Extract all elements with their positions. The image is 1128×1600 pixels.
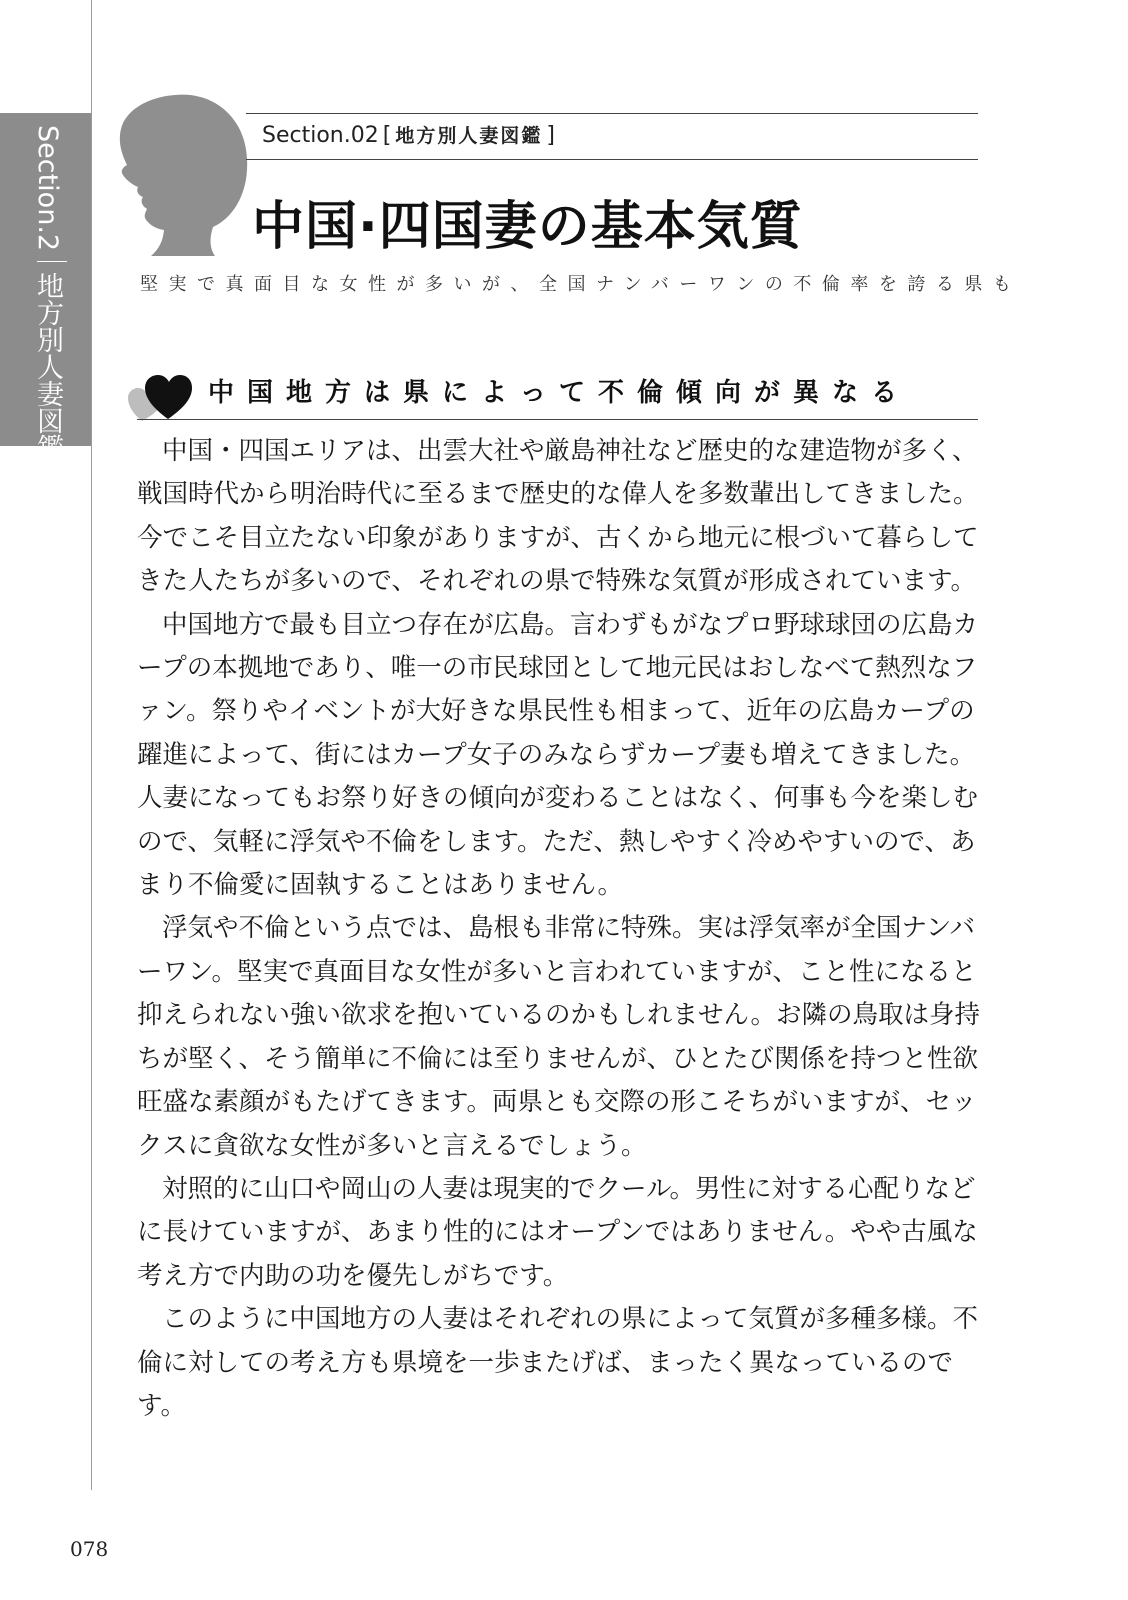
article-subheading: 中国地方は県によって不倫傾向が異なる bbox=[208, 378, 911, 408]
side-tab-category: 地方別人妻図鑑 bbox=[32, 272, 63, 462]
side-tab-text bbox=[22, 125, 72, 461]
side-tab-divider bbox=[37, 261, 67, 262]
paragraph: 対照的に山口や岡山の人妻は現実的でクール。男性に対する心配りなどに長けていますが、あまり性的にはオープンではありません。やや古風な考え方で内助の功を優先しがちです。 bbox=[137, 1173, 978, 1291]
page-tagline: 堅実で真面目な女性が多いが、全国ナンバーワンの不倫率を誇る県も bbox=[140, 274, 1022, 295]
header-top-rule bbox=[246, 113, 978, 114]
bracket-close: ] bbox=[546, 123, 555, 148]
header-bottom-rule bbox=[246, 159, 978, 160]
paragraph: このように中国地方の人妻はそれぞれの県によって気質が多種多様。不倫に対しての考え方も県境を一歩またげば、まったく異なっているのです。 bbox=[137, 1304, 979, 1421]
section-label bbox=[262, 121, 559, 148]
section-number: Section.02 bbox=[262, 123, 379, 148]
page-margin-line bbox=[91, 0, 92, 1490]
paragraph: 中国・四国エリアは、出雲大社や厳島神社など歴史的な建造物が多く、戦国時代から明治時代に至るまで歴史的な偉人を多数輩出してきました。今でこそ目立たない印象がありますが、古くから地元に根づいて暮らしてきた人たちが多いので、それぞれの県で特殊な気質が形成されています。 bbox=[137, 436, 979, 597]
subheading-rule bbox=[137, 419, 978, 420]
hearts-icon bbox=[128, 373, 192, 423]
section-side-tab bbox=[0, 113, 91, 462]
article-body bbox=[137, 430, 987, 1428]
side-tab-section: Section.2 bbox=[32, 125, 63, 252]
bracket-open: [ bbox=[382, 123, 392, 148]
paragraph: 中国地方で最も目立つ存在が広島。言わずもがなプロ野球球団の広島カープの本拠地であり、唯一の市民球団として地元民はおしなべて熱烈なファン。祭りやイベントが大好きな県民性も相まって、近年の広島カープの躍進によって、街にはカープ女子のみならずカープ妻も増えてきました。人妻になってもお祭り好きの傾向が変わることはなく、何事も今を楽しむので、気軽に浮気や不倫をします。ただ、熱しやすく冷めやすいので、あまり不倫愛に固執することはありません。 bbox=[137, 609, 979, 901]
page-number: 078 bbox=[70, 1537, 109, 1561]
page-title: 中国·四国妻の基本気質 bbox=[252, 197, 803, 257]
woman-silhouette-icon bbox=[115, 93, 250, 258]
paragraph: 浮気や不倫という点では、島根も非常に特殊。実は浮気率が全国ナンバーワン。堅実で真面目な女性が多いと言われていますが、こと性になると抑えられない強い欲求を抱いているのかもしれません。お隣の鳥取は身持ちが堅く、そう簡単に不倫には至りませんが、ひとたび関係を持つと性欲旺盛な素顔がもたげてきます。両県とも交際の形こそちがいますが、セックスに貪欲な女性が多いと言えるでしょう。 bbox=[137, 913, 981, 1161]
section-subtitle: 地方別人妻図鑑 bbox=[395, 125, 543, 147]
